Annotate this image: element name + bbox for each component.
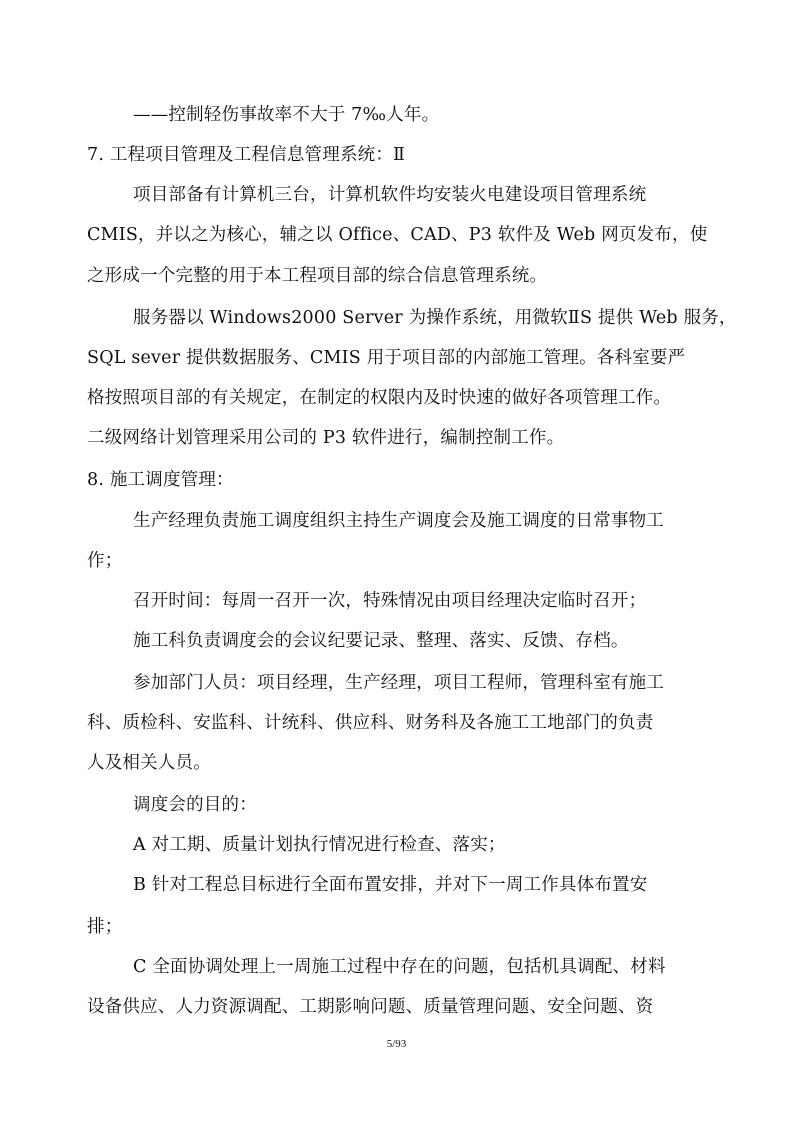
page-number: 5/93 (386, 1038, 407, 1050)
text-line: 参加部门人员：项目经理，生产经理，项目工程师，管理科室有施工 (133, 673, 664, 693)
text-line: 7. 工程项目管理及工程信息管理系统：Ⅱ (87, 145, 406, 165)
text-line: 排； (87, 917, 123, 937)
text-line: 项目部备有计算机三台，计算机软件均安装火电建设项目管理系统 (133, 185, 647, 205)
text-line: SQL sever 提供数据服务、CMIS 用于项目部的内部施工管理。各科室要严 (87, 348, 686, 368)
text-line: 作； (87, 551, 123, 571)
text-line: C 全面协调处理上一周施工过程中存在的问题，包括机具调配、材料 (133, 957, 666, 977)
text-line: 服务器以 Windows2000 Server 为操作系统，用微软ⅡS 提供 Web 服务， (133, 308, 737, 328)
text-line: 调度会的目的： (133, 795, 257, 815)
text-line: B 针对工程总目标进行全面布置安排，并对下一周工作具体布置安 (133, 875, 648, 895)
text-line: 格按照项目部的有关规定，在制定的权限内及时快速的做好各项管理工作。 (87, 388, 672, 408)
text-line: 召开时间：每周一召开一次，特殊情况由项目经理决定临时召开； (133, 591, 647, 611)
text-line: ——控制轻伤事故率不大于 7‰人年。 (133, 105, 440, 125)
text-line: 8. 施工调度管理： (87, 470, 234, 490)
text-line: CMIS，并以之为核心，辅之以 Office、CAD、P3 软件及 Web 网页发布，使 (87, 225, 708, 245)
text-line: 之形成一个完整的用于本工程项目部的综合信息管理系统。 (87, 266, 548, 286)
text-line: 生产经理负责施工调度组织主持生产调度会及施工调度的日常事物工 (133, 511, 664, 531)
text-line: 设备供应、人力资源调配、工期影响问题、质量管理问题、安全问题、资 (87, 997, 654, 1017)
text-line: 施工科负责调度会的会议纪要记录、整理、落实、反馈、存档。 (133, 631, 629, 651)
text-line: A 对工期、质量计划执行情况进行检查、落实； (133, 835, 506, 855)
text-line: 科、质检科、安监科、计统科、供应科、财务科及各施工工地部门的负责 (87, 713, 654, 733)
text-line: 二级网络计划管理采用公司的 P3 软件进行，编制控制工作。 (87, 428, 565, 448)
text-line: 人及相关人员。 (87, 753, 211, 773)
